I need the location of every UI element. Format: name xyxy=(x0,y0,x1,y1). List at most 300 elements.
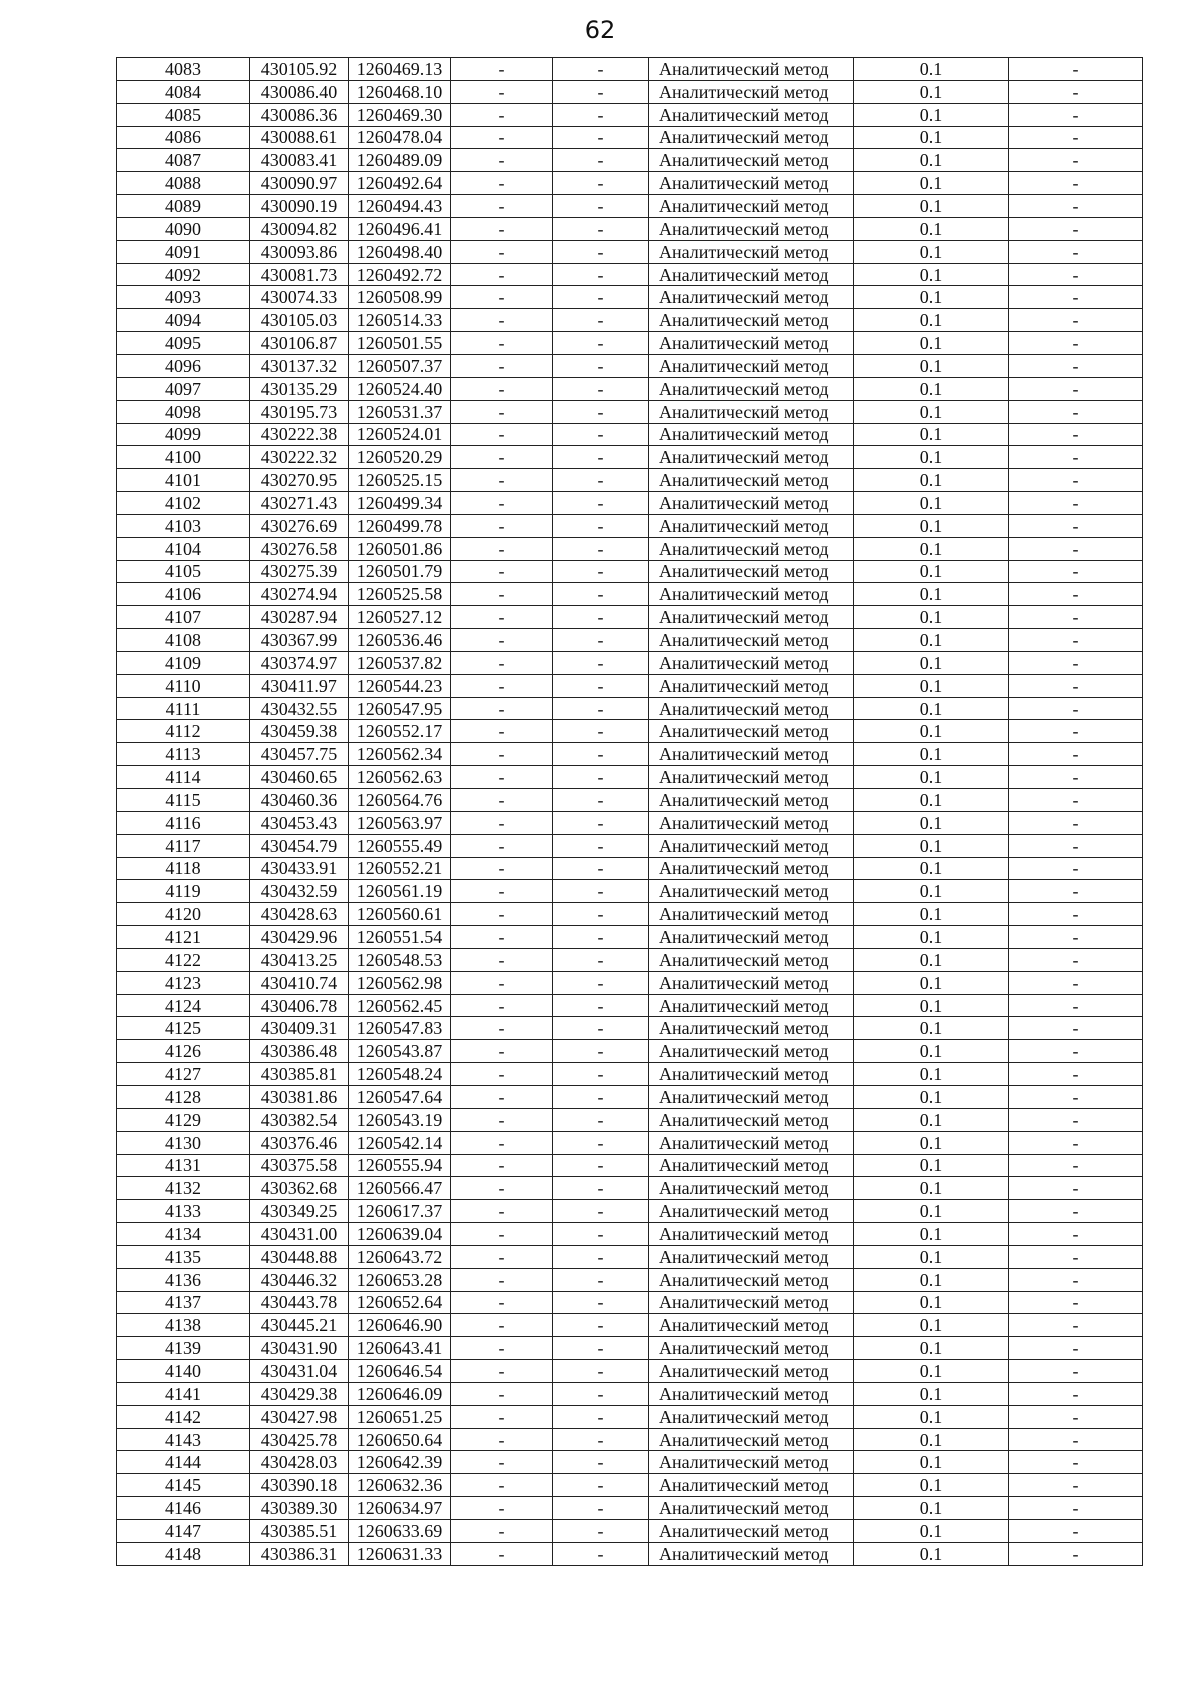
table-body xyxy=(117,58,1143,1566)
point-number-cell: 4091 xyxy=(117,240,250,263)
dash-cell: - xyxy=(553,1542,649,1565)
x-coordinate-cell: 430287.94 xyxy=(250,606,349,629)
dash-cell: - xyxy=(553,880,649,903)
accuracy-cell: 0.1 xyxy=(854,1428,1009,1451)
dash-cell: - xyxy=(1009,1017,1143,1040)
y-coordinate-cell: 1260478.04 xyxy=(349,126,451,149)
dash-cell: - xyxy=(553,651,649,674)
y-coordinate-cell: 1260548.53 xyxy=(349,948,451,971)
x-coordinate-cell: 430459.38 xyxy=(250,720,349,743)
table-row xyxy=(117,743,1143,766)
dash-cell: - xyxy=(553,971,649,994)
dash-cell: - xyxy=(451,1085,553,1108)
table-row xyxy=(117,1428,1143,1451)
dash-cell: - xyxy=(451,1497,553,1520)
dash-cell: - xyxy=(1009,1154,1143,1177)
dash-cell: - xyxy=(451,537,553,560)
dash-cell: - xyxy=(553,126,649,149)
table-row xyxy=(117,172,1143,195)
method-cell: Аналитический метод xyxy=(649,880,854,903)
point-number-cell: 4101 xyxy=(117,469,250,492)
point-number-cell: 4109 xyxy=(117,651,250,674)
table-row xyxy=(117,1085,1143,1108)
dash-cell: - xyxy=(553,1382,649,1405)
x-coordinate-cell: 430410.74 xyxy=(250,971,349,994)
x-coordinate-cell: 430411.97 xyxy=(250,674,349,697)
method-cell: Аналитический метод xyxy=(649,1451,854,1474)
y-coordinate-cell: 1260501.79 xyxy=(349,560,451,583)
point-number-cell: 4120 xyxy=(117,903,250,926)
x-coordinate-cell: 430432.59 xyxy=(250,880,349,903)
point-number-cell: 4142 xyxy=(117,1405,250,1428)
x-coordinate-cell: 430431.00 xyxy=(250,1223,349,1246)
dash-cell: - xyxy=(553,1474,649,1497)
point-number-cell: 4097 xyxy=(117,377,250,400)
dash-cell: - xyxy=(451,514,553,537)
y-coordinate-cell: 1260617.37 xyxy=(349,1200,451,1223)
dash-cell: - xyxy=(553,629,649,652)
accuracy-cell: 0.1 xyxy=(854,903,1009,926)
method-cell: Аналитический метод xyxy=(649,606,854,629)
accuracy-cell: 0.1 xyxy=(854,1040,1009,1063)
dash-cell: - xyxy=(553,674,649,697)
dash-cell: - xyxy=(1009,400,1143,423)
x-coordinate-cell: 430431.90 xyxy=(250,1337,349,1360)
method-cell: Аналитический метод xyxy=(649,332,854,355)
method-cell: Аналитический метод xyxy=(649,1337,854,1360)
table-row xyxy=(117,1040,1143,1063)
y-coordinate-cell: 1260560.61 xyxy=(349,903,451,926)
y-coordinate-cell: 1260555.94 xyxy=(349,1154,451,1177)
table-row xyxy=(117,811,1143,834)
y-coordinate-cell: 1260650.64 xyxy=(349,1428,451,1451)
dash-cell: - xyxy=(1009,560,1143,583)
x-coordinate-cell: 430460.65 xyxy=(250,766,349,789)
x-coordinate-cell: 430074.33 xyxy=(250,286,349,309)
method-cell: Аналитический метод xyxy=(649,1520,854,1543)
method-cell: Аналитический метод xyxy=(649,1428,854,1451)
dash-cell: - xyxy=(451,1291,553,1314)
y-coordinate-cell: 1260501.86 xyxy=(349,537,451,560)
dash-cell: - xyxy=(1009,377,1143,400)
method-cell: Аналитический метод xyxy=(649,789,854,812)
x-coordinate-cell: 430431.04 xyxy=(250,1360,349,1383)
dash-cell: - xyxy=(553,1177,649,1200)
method-cell: Аналитический метод xyxy=(649,1497,854,1520)
point-number-cell: 4110 xyxy=(117,674,250,697)
point-number-cell: 4092 xyxy=(117,263,250,286)
dash-cell: - xyxy=(451,606,553,629)
dash-cell: - xyxy=(553,926,649,949)
method-cell: Аналитический метод xyxy=(649,354,854,377)
method-cell: Аналитический метод xyxy=(649,1474,854,1497)
method-cell: Аналитический метод xyxy=(649,217,854,240)
table-row xyxy=(117,286,1143,309)
dash-cell: - xyxy=(553,1314,649,1337)
accuracy-cell: 0.1 xyxy=(854,971,1009,994)
dash-cell: - xyxy=(553,1360,649,1383)
dash-cell: - xyxy=(553,1223,649,1246)
dash-cell: - xyxy=(1009,880,1143,903)
y-coordinate-cell: 1260520.29 xyxy=(349,446,451,469)
y-coordinate-cell: 1260633.69 xyxy=(349,1520,451,1543)
point-number-cell: 4103 xyxy=(117,514,250,537)
table-row xyxy=(117,446,1143,469)
table-row xyxy=(117,217,1143,240)
dash-cell: - xyxy=(1009,126,1143,149)
dash-cell: - xyxy=(1009,1131,1143,1154)
method-cell: Аналитический метод xyxy=(649,811,854,834)
point-number-cell: 4148 xyxy=(117,1542,250,1565)
dash-cell: - xyxy=(553,743,649,766)
table-row xyxy=(117,332,1143,355)
point-number-cell: 4146 xyxy=(117,1497,250,1520)
dash-cell: - xyxy=(553,469,649,492)
y-coordinate-cell: 1260643.72 xyxy=(349,1245,451,1268)
table-row xyxy=(117,560,1143,583)
point-number-cell: 4129 xyxy=(117,1108,250,1131)
point-number-cell: 4098 xyxy=(117,400,250,423)
dash-cell: - xyxy=(1009,1063,1143,1086)
point-number-cell: 4134 xyxy=(117,1223,250,1246)
x-coordinate-cell: 430386.48 xyxy=(250,1040,349,1063)
y-coordinate-cell: 1260537.82 xyxy=(349,651,451,674)
accuracy-cell: 0.1 xyxy=(854,172,1009,195)
dash-cell: - xyxy=(451,857,553,880)
y-coordinate-cell: 1260542.14 xyxy=(349,1131,451,1154)
table-row xyxy=(117,697,1143,720)
dash-cell: - xyxy=(553,1497,649,1520)
point-number-cell: 4126 xyxy=(117,1040,250,1063)
dash-cell: - xyxy=(451,217,553,240)
dash-cell: - xyxy=(451,195,553,218)
dash-cell: - xyxy=(553,697,649,720)
dash-cell: - xyxy=(553,332,649,355)
dash-cell: - xyxy=(1009,1314,1143,1337)
method-cell: Аналитический метод xyxy=(649,1314,854,1337)
x-coordinate-cell: 430222.32 xyxy=(250,446,349,469)
dash-cell: - xyxy=(451,446,553,469)
y-coordinate-cell: 1260563.97 xyxy=(349,811,451,834)
dash-cell: - xyxy=(451,583,553,606)
dash-cell: - xyxy=(553,377,649,400)
accuracy-cell: 0.1 xyxy=(854,217,1009,240)
point-number-cell: 4147 xyxy=(117,1520,250,1543)
accuracy-cell: 0.1 xyxy=(854,1451,1009,1474)
point-number-cell: 4130 xyxy=(117,1131,250,1154)
y-coordinate-cell: 1260496.41 xyxy=(349,217,451,240)
accuracy-cell: 0.1 xyxy=(854,58,1009,81)
y-coordinate-cell: 1260499.78 xyxy=(349,514,451,537)
x-coordinate-cell: 430083.41 xyxy=(250,149,349,172)
dash-cell: - xyxy=(451,629,553,652)
point-number-cell: 4140 xyxy=(117,1360,250,1383)
point-number-cell: 4144 xyxy=(117,1451,250,1474)
table-row xyxy=(117,1382,1143,1405)
accuracy-cell: 0.1 xyxy=(854,1108,1009,1131)
point-number-cell: 4113 xyxy=(117,743,250,766)
method-cell: Аналитический метод xyxy=(649,629,854,652)
dash-cell: - xyxy=(1009,1405,1143,1428)
accuracy-cell: 0.1 xyxy=(854,1382,1009,1405)
method-cell: Аналитический метод xyxy=(649,994,854,1017)
dash-cell: - xyxy=(553,1268,649,1291)
accuracy-cell: 0.1 xyxy=(854,560,1009,583)
method-cell: Аналитический метод xyxy=(649,286,854,309)
y-coordinate-cell: 1260562.98 xyxy=(349,971,451,994)
dash-cell: - xyxy=(553,195,649,218)
dash-cell: - xyxy=(1009,1360,1143,1383)
x-coordinate-cell: 430276.58 xyxy=(250,537,349,560)
table-row xyxy=(117,1474,1143,1497)
dash-cell: - xyxy=(451,423,553,446)
accuracy-cell: 0.1 xyxy=(854,103,1009,126)
dash-cell: - xyxy=(553,766,649,789)
accuracy-cell: 0.1 xyxy=(854,286,1009,309)
method-cell: Аналитический метод xyxy=(649,1131,854,1154)
y-coordinate-cell: 1260555.49 xyxy=(349,834,451,857)
x-coordinate-cell: 430445.21 xyxy=(250,1314,349,1337)
dash-cell: - xyxy=(1009,1200,1143,1223)
dash-cell: - xyxy=(553,80,649,103)
dash-cell: - xyxy=(1009,514,1143,537)
table-row xyxy=(117,80,1143,103)
dash-cell: - xyxy=(1009,149,1143,172)
y-coordinate-cell: 1260634.97 xyxy=(349,1497,451,1520)
accuracy-cell: 0.1 xyxy=(854,1177,1009,1200)
x-coordinate-cell: 430081.73 xyxy=(250,263,349,286)
dash-cell: - xyxy=(553,1108,649,1131)
x-coordinate-cell: 430276.69 xyxy=(250,514,349,537)
accuracy-cell: 0.1 xyxy=(854,1085,1009,1108)
y-coordinate-cell: 1260492.64 xyxy=(349,172,451,195)
y-coordinate-cell: 1260552.21 xyxy=(349,857,451,880)
method-cell: Аналитический метод xyxy=(649,697,854,720)
table-row xyxy=(117,1314,1143,1337)
table-row xyxy=(117,948,1143,971)
dash-cell: - xyxy=(451,789,553,812)
dash-cell: - xyxy=(451,1474,553,1497)
method-cell: Аналитический метод xyxy=(649,195,854,218)
accuracy-cell: 0.1 xyxy=(854,492,1009,515)
accuracy-cell: 0.1 xyxy=(854,811,1009,834)
dash-cell: - xyxy=(1009,537,1143,560)
point-number-cell: 4104 xyxy=(117,537,250,560)
y-coordinate-cell: 1260507.37 xyxy=(349,354,451,377)
dash-cell: - xyxy=(553,857,649,880)
y-coordinate-cell: 1260524.01 xyxy=(349,423,451,446)
y-coordinate-cell: 1260639.04 xyxy=(349,1223,451,1246)
x-coordinate-cell: 430362.68 xyxy=(250,1177,349,1200)
y-coordinate-cell: 1260499.34 xyxy=(349,492,451,515)
dash-cell: - xyxy=(451,240,553,263)
x-coordinate-cell: 430446.32 xyxy=(250,1268,349,1291)
x-coordinate-cell: 430454.79 xyxy=(250,834,349,857)
table-row xyxy=(117,240,1143,263)
y-coordinate-cell: 1260547.83 xyxy=(349,1017,451,1040)
dash-cell: - xyxy=(451,994,553,1017)
y-coordinate-cell: 1260632.36 xyxy=(349,1474,451,1497)
y-coordinate-cell: 1260564.76 xyxy=(349,789,451,812)
x-coordinate-cell: 430105.03 xyxy=(250,309,349,332)
accuracy-cell: 0.1 xyxy=(854,1245,1009,1268)
method-cell: Аналитический метод xyxy=(649,1108,854,1131)
point-number-cell: 4112 xyxy=(117,720,250,743)
point-number-cell: 4085 xyxy=(117,103,250,126)
dash-cell: - xyxy=(1009,1428,1143,1451)
y-coordinate-cell: 1260646.90 xyxy=(349,1314,451,1337)
x-coordinate-cell: 430135.29 xyxy=(250,377,349,400)
table-row xyxy=(117,1177,1143,1200)
accuracy-cell: 0.1 xyxy=(854,126,1009,149)
table-row xyxy=(117,195,1143,218)
table-row xyxy=(117,1520,1143,1543)
method-cell: Аналитический метод xyxy=(649,514,854,537)
table-row xyxy=(117,1542,1143,1565)
accuracy-cell: 0.1 xyxy=(854,400,1009,423)
x-coordinate-cell: 430093.86 xyxy=(250,240,349,263)
dash-cell: - xyxy=(451,309,553,332)
dash-cell: - xyxy=(1009,1223,1143,1246)
dash-cell: - xyxy=(553,560,649,583)
dash-cell: - xyxy=(553,1063,649,1086)
y-coordinate-cell: 1260652.64 xyxy=(349,1291,451,1314)
dash-cell: - xyxy=(1009,697,1143,720)
x-coordinate-cell: 430086.40 xyxy=(250,80,349,103)
y-coordinate-cell: 1260469.30 xyxy=(349,103,451,126)
dash-cell: - xyxy=(451,103,553,126)
dash-cell: - xyxy=(553,1291,649,1314)
point-number-cell: 4123 xyxy=(117,971,250,994)
x-coordinate-cell: 430382.54 xyxy=(250,1108,349,1131)
accuracy-cell: 0.1 xyxy=(854,1405,1009,1428)
method-cell: Аналитический метод xyxy=(649,1017,854,1040)
dash-cell: - xyxy=(451,354,553,377)
y-coordinate-cell: 1260544.23 xyxy=(349,674,451,697)
x-coordinate-cell: 430386.31 xyxy=(250,1542,349,1565)
x-coordinate-cell: 430443.78 xyxy=(250,1291,349,1314)
x-coordinate-cell: 430413.25 xyxy=(250,948,349,971)
method-cell: Аналитический метод xyxy=(649,80,854,103)
x-coordinate-cell: 430425.78 xyxy=(250,1428,349,1451)
point-number-cell: 4107 xyxy=(117,606,250,629)
x-coordinate-cell: 430271.43 xyxy=(250,492,349,515)
point-number-cell: 4137 xyxy=(117,1291,250,1314)
dash-cell: - xyxy=(1009,926,1143,949)
point-number-cell: 4136 xyxy=(117,1268,250,1291)
dash-cell: - xyxy=(451,880,553,903)
method-cell: Аналитический метод xyxy=(649,651,854,674)
table-row xyxy=(117,103,1143,126)
method-cell: Аналитический метод xyxy=(649,743,854,766)
table-row xyxy=(117,971,1143,994)
dash-cell: - xyxy=(553,400,649,423)
dash-cell: - xyxy=(1009,1337,1143,1360)
method-cell: Аналитический метод xyxy=(649,766,854,789)
accuracy-cell: 0.1 xyxy=(854,606,1009,629)
y-coordinate-cell: 1260547.64 xyxy=(349,1085,451,1108)
accuracy-cell: 0.1 xyxy=(854,880,1009,903)
dash-cell: - xyxy=(451,1063,553,1086)
dash-cell: - xyxy=(1009,58,1143,81)
method-cell: Аналитический метод xyxy=(649,971,854,994)
table-row xyxy=(117,1451,1143,1474)
accuracy-cell: 0.1 xyxy=(854,857,1009,880)
point-number-cell: 4121 xyxy=(117,926,250,949)
y-coordinate-cell: 1260547.95 xyxy=(349,697,451,720)
table-row xyxy=(117,880,1143,903)
point-number-cell: 4089 xyxy=(117,195,250,218)
point-number-cell: 4100 xyxy=(117,446,250,469)
dash-cell: - xyxy=(451,903,553,926)
dash-cell: - xyxy=(451,1542,553,1565)
x-coordinate-cell: 430406.78 xyxy=(250,994,349,1017)
method-cell: Аналитический метод xyxy=(649,263,854,286)
coordinates-table xyxy=(116,57,1143,1566)
accuracy-cell: 0.1 xyxy=(854,743,1009,766)
point-number-cell: 4108 xyxy=(117,629,250,652)
y-coordinate-cell: 1260562.63 xyxy=(349,766,451,789)
accuracy-cell: 0.1 xyxy=(854,994,1009,1017)
dash-cell: - xyxy=(1009,423,1143,446)
dash-cell: - xyxy=(451,172,553,195)
page-number: 62 xyxy=(584,16,616,44)
y-coordinate-cell: 1260531.37 xyxy=(349,400,451,423)
point-number-cell: 4114 xyxy=(117,766,250,789)
x-coordinate-cell: 430428.63 xyxy=(250,903,349,926)
dash-cell: - xyxy=(1009,857,1143,880)
dash-cell: - xyxy=(553,446,649,469)
dash-cell: - xyxy=(451,743,553,766)
dash-cell: - xyxy=(1009,811,1143,834)
point-number-cell: 4093 xyxy=(117,286,250,309)
accuracy-cell: 0.1 xyxy=(854,674,1009,697)
y-coordinate-cell: 1260536.46 xyxy=(349,629,451,652)
dash-cell: - xyxy=(451,1108,553,1131)
table-row xyxy=(117,583,1143,606)
dash-cell: - xyxy=(451,377,553,400)
dash-cell: - xyxy=(451,80,553,103)
table-row xyxy=(117,354,1143,377)
dash-cell: - xyxy=(553,217,649,240)
method-cell: Аналитический метод xyxy=(649,720,854,743)
dash-cell: - xyxy=(451,1520,553,1543)
point-number-cell: 4125 xyxy=(117,1017,250,1040)
method-cell: Аналитический метод xyxy=(649,309,854,332)
accuracy-cell: 0.1 xyxy=(854,926,1009,949)
accuracy-cell: 0.1 xyxy=(854,1268,1009,1291)
dash-cell: - xyxy=(1009,103,1143,126)
dash-cell: - xyxy=(451,126,553,149)
x-coordinate-cell: 430432.55 xyxy=(250,697,349,720)
accuracy-cell: 0.1 xyxy=(854,720,1009,743)
dash-cell: - xyxy=(1009,1497,1143,1520)
dash-cell: - xyxy=(451,971,553,994)
dash-cell: - xyxy=(553,606,649,629)
x-coordinate-cell: 430409.31 xyxy=(250,1017,349,1040)
dash-cell: - xyxy=(1009,606,1143,629)
method-cell: Аналитический метод xyxy=(649,834,854,857)
x-coordinate-cell: 430376.46 xyxy=(250,1131,349,1154)
table-row xyxy=(117,58,1143,81)
accuracy-cell: 0.1 xyxy=(854,537,1009,560)
x-coordinate-cell: 430390.18 xyxy=(250,1474,349,1497)
point-number-cell: 4105 xyxy=(117,560,250,583)
dash-cell: - xyxy=(1009,446,1143,469)
x-coordinate-cell: 430453.43 xyxy=(250,811,349,834)
accuracy-cell: 0.1 xyxy=(854,1063,1009,1086)
point-number-cell: 4090 xyxy=(117,217,250,240)
